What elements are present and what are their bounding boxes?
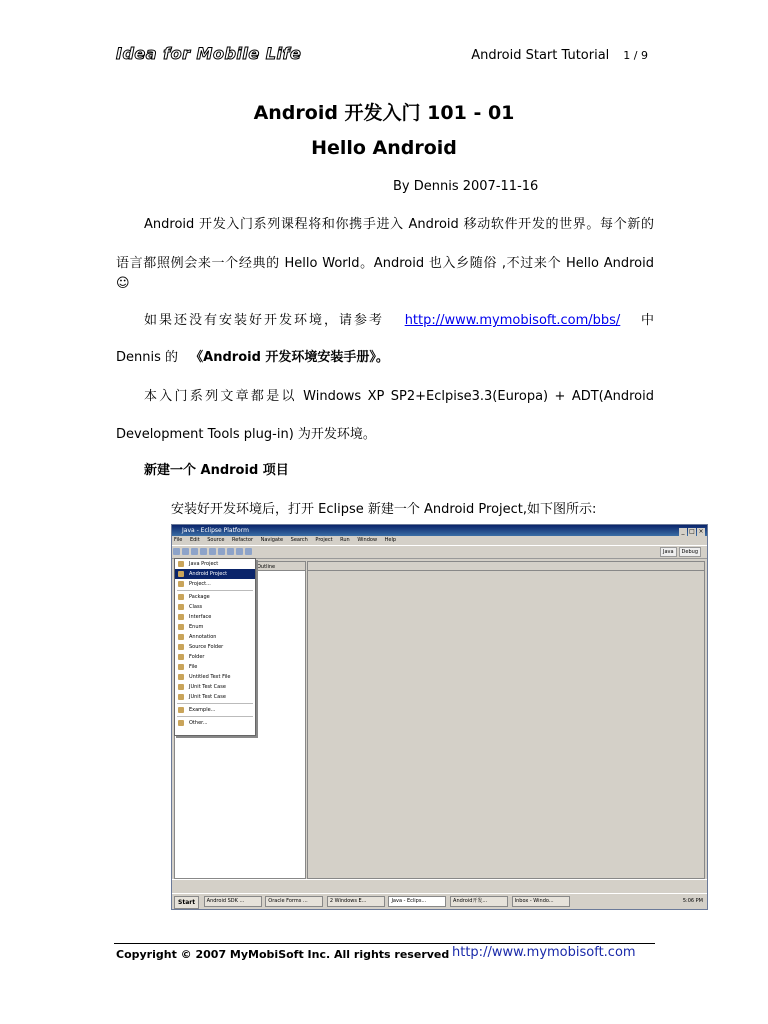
new-project-dropdown <box>174 558 256 736</box>
dropdown-item-other: Other... <box>175 718 255 728</box>
dropdown-item-interface: Interface <box>175 612 255 622</box>
debug-icon <box>200 548 207 555</box>
footer-copyright: Copyright © 2007 MyMobiSoft Inc. All rights reserved <box>116 948 450 961</box>
eclipse-menu-bar <box>172 536 707 545</box>
eclipse-screenshot <box>171 524 708 910</box>
paragraph-2-prefix: 如果还没有安装好开发环境，请参考 <box>144 313 385 328</box>
paragraph-2-line-1 <box>116 312 654 330</box>
paragraph-1-line-1: Android 开发入门系列课程将和你携手进入 Android 移动软件开发的世界。每个新的 <box>144 217 654 232</box>
print-icon <box>191 548 198 555</box>
taskbar-item: Oracle Forms ... <box>265 896 323 907</box>
taskbar-item-active: Java - Eclips... <box>388 896 446 907</box>
taskbar-item: Inbox - Windo... <box>512 896 570 907</box>
eclipse-window-title: Java - Eclipse Platform <box>182 527 249 534</box>
footer-url-link[interactable]: http://www.mymobisoft.com <box>452 945 636 960</box>
close-icon: × <box>698 528 704 535</box>
dropdown-item-junit-test-case: JUnit Test Case <box>175 682 255 692</box>
external-tools-icon <box>218 548 225 555</box>
windows-taskbar <box>172 893 707 910</box>
menu-window: Window <box>357 537 378 543</box>
smiley-text: ☺ <box>116 276 130 291</box>
menu-edit: Edit <box>189 537 200 543</box>
menu-run: Run <box>340 537 350 543</box>
menu-search: Search <box>290 537 308 543</box>
run-icon <box>209 548 216 555</box>
dropdown-item-untitled-text-file: Untitled Text File <box>175 672 255 682</box>
menu-help: Help <box>384 537 397 543</box>
bbs-link[interactable]: http://www.mymobisoft.com/bbs/ <box>404 313 621 328</box>
document-title: Android 开发入门 101 - 01 <box>253 102 515 124</box>
dropdown-item-example: Example... <box>175 705 255 715</box>
taskbar-item: Android SDK ... <box>204 896 262 907</box>
paragraph-2-line-2 <box>116 349 654 367</box>
section-heading: 新建一个 Android 项目 <box>144 463 289 478</box>
dropdown-item-source-folder: Source Folder <box>175 642 255 652</box>
dropdown-item-junit-test-case-2: JUnit Test Case <box>175 692 255 702</box>
dropdown-item-enum: Enum <box>175 622 255 632</box>
perspective-switcher <box>658 547 701 557</box>
open-type-icon <box>236 548 243 555</box>
paragraph-2-suffix: 中 <box>640 313 654 328</box>
perspective-java: Java <box>660 547 677 557</box>
document-subtitle: Hello Android <box>311 137 457 159</box>
outline-tab: Outline <box>257 564 276 570</box>
maximize-icon: □ <box>689 528 695 535</box>
eclipse-toolbar <box>172 545 707 559</box>
taskbar-item: 2 Windows E... <box>327 896 385 907</box>
search-icon <box>245 548 252 555</box>
dropdown-item-file: File <box>175 662 255 672</box>
dropdown-item-java-project: Java Project <box>175 559 255 569</box>
eclipse-title-bar <box>172 525 707 536</box>
dropdown-item-class: Class <box>175 602 255 612</box>
editor-area <box>307 561 705 879</box>
window-buttons <box>678 526 705 537</box>
taskbar-item: Android开发... <box>450 896 508 907</box>
paragraph-2-author: Dennis 的 <box>116 350 179 365</box>
eclipse-status-bar <box>172 879 707 893</box>
menu-refactor: Refactor <box>232 537 254 543</box>
header-right <box>471 48 648 63</box>
menu-navigate: Navigate <box>260 537 284 543</box>
manual-title: 《Android 开发环境安装手册》。 <box>190 350 389 365</box>
dropdown-item-android-project: Android Project <box>175 569 255 579</box>
dropdown-item-annotation: Annotation <box>175 632 255 642</box>
paragraph-4: 安装好开发环境后，打开 Eclipse 新建一个 Android Project,如下图所示: <box>171 502 597 517</box>
paragraph-3-line-1: 本入门系列文章都是以 Windows XP SP2+Eclpise3.3(Europa) + ADT(Android <box>144 389 654 404</box>
dropdown-item-project: Project... <box>175 579 255 589</box>
paragraph-1-line-2: 语言都照例会来一个经典的 Hello World。Android 也入乡随俗 ,不过来个 Hello Android <box>116 256 654 271</box>
menu-source: Source <box>207 537 225 543</box>
footer-divider <box>114 943 655 944</box>
new-icon <box>173 548 180 555</box>
save-icon <box>182 548 189 555</box>
start-button: Start <box>174 896 199 909</box>
dropdown-item-package: Package <box>175 592 255 602</box>
byline: By Dennis 2007-11-16 <box>393 179 539 194</box>
perspective-debug: Debug <box>679 547 701 557</box>
dropdown-item-folder: Folder <box>175 652 255 662</box>
taskbar-clock: 5:06 PM <box>682 898 703 904</box>
page-number: 1 / 9 <box>623 49 648 62</box>
tutorial-label: Android Start Tutorial <box>471 48 610 63</box>
menu-file: File <box>174 537 183 543</box>
menu-project: Project <box>315 537 333 543</box>
minimize-icon: _ <box>679 528 687 536</box>
logo-text: Idea for Mobile Life <box>116 44 302 63</box>
paragraph-3-line-2: Development Tools plug-in) 为开发环境。 <box>116 427 376 442</box>
new-class-icon <box>227 548 234 555</box>
